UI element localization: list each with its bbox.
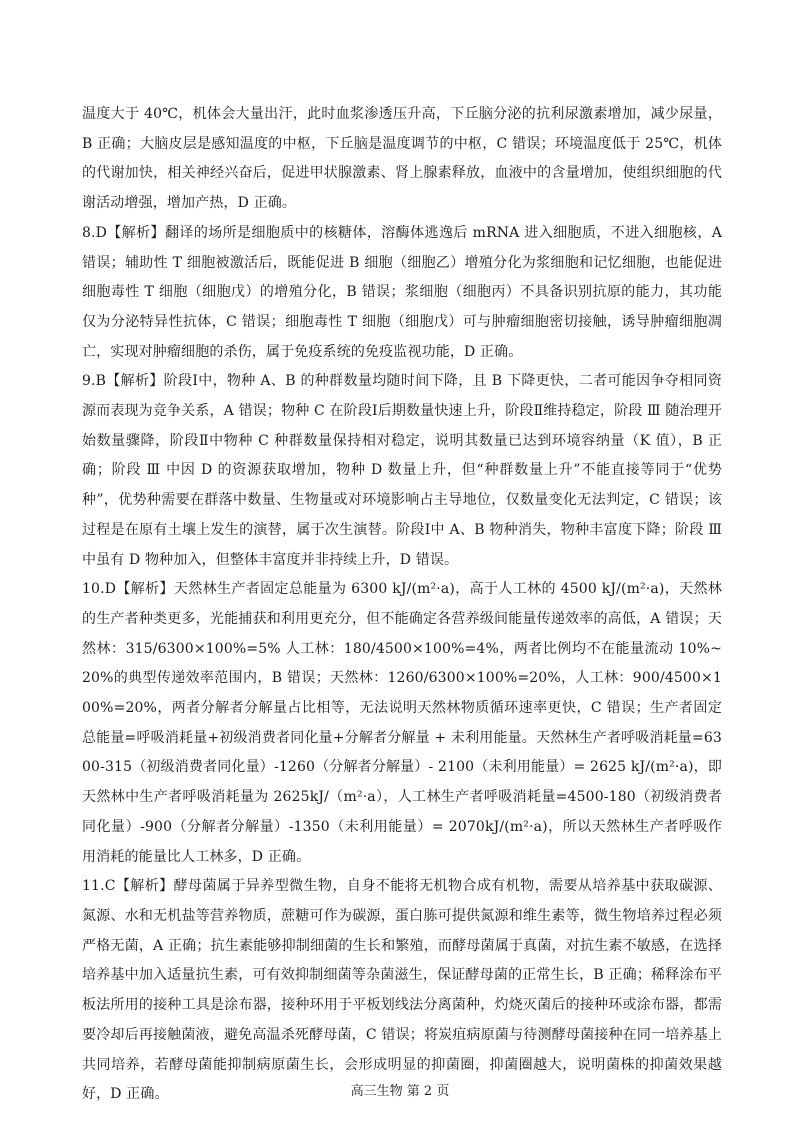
paragraph-q11: 11.C【解析】酵母菌属于异养型微生物，自身不能将无机物合成有机物，需要从培养基中获取碳源、氮源、水和无机盐等营养物质，蔗糖可作为碳源，蛋白胨可提供氮源和维生素等，微生物培养过程必须严格无菌，A 正确；抗生素能够抑制细菌的生长和繁殖，而酵母菌属于真菌，对抗生素不敏感，在选择培养基中加入适量抗生素，可有效抑制细菌等杂菌滋生，保证酵母菌的正常生长，B 正确；稀释涂布平板法所用的接种工具是涂布器，接种环用于平板划线法分离菌种，灼烧灭菌后的接种环或涂布器，都需要冷却后再接触菌液，避免高温杀死酵母菌，C 错误；将炭疽病原菌与待测酵母菌接种在同一培养基上共同培养，若酵母菌能抑制病原菌生长，会形成明显的抑菌圈，抑菌圈越大，说明菌株的抑菌效果越好，D 正确。 — [82, 878, 722, 1103]
paragraph-q10: 10.D【解析】天然林生产者固定总能量为 6300 kJ/(m²·a)，高于人工林的 4500 kJ/(m²·a)，天然林的生产者种类更多，光能捕获和利用更充分，但不能确定各营养级间能量传递效率的高低，A 错误；天然林：315/6300×100%=5% 人工林：180/4500×100%=4%，两者比例均不在能量流动 10%~20%的典型传递效率范围内，B 错误；天然林：1260/6300×100%=20%，人工林：900/4500×100%=20%，两者分解者分解量占比相等，无法说明天然林物质循环速率更快，C 错误；生产者固定总能量=呼吸消耗量+初级消费者同化量+分解者分解量 + 未利用能量。天然林生产者呼吸消耗量=6300-315（初级消费者同化量）-1260（分解者分解量）- 2100（未利用能量）= 2625 kJ/(m²·a)，即天然林中生产者呼吸消耗量为 2625kJ/（m²·a），人工林生产者呼吸消耗量=4500-180（初级消费者同化量）-900（分解者分解量）-1350（未利用能量）= 2070kJ/(m²·a)，所以天然林生产者呼吸作用消耗的能量比人工林多，D 正确。 — [82, 581, 722, 865]
paragraph-q8: 8.D【解析】翻译的场所是细胞质中的核糖体，溶酶体逃逸后 mRNA 进入细胞质，不进入细胞核，A 错误；辅助性 T 细胞被激活后，既能促进 B 细胞（细胞乙）增殖分化为浆细胞和记忆细胞，也能促进细胞毒性 T 细胞（细胞戊）的增殖分化，B 错误；浆细胞（细胞丙）不具备识别抗原的能力，其功能仅为分泌特异性抗体，C 错误；细胞毒性 T 细胞（细胞戊）可与肿瘤细胞密切接触，诱导肿瘤细胞凋亡，实现对肿瘤细胞的杀伤，属于免疫系统的免疫监视功能，D 正确。 — [82, 224, 722, 360]
paragraph-q7-continued: 温度大于 40℃，机体会大量出汗，此时血浆渗透压升高，下丘脑分泌的抗利尿激素增加，减少尿量，B 正确；大脑皮层是感知温度的中枢，下丘脑是温度调节的中枢，C 错误；环境温度低于 25℃，机体的代谢加快，相关神经兴奋后，促进甲状腺激素、肾上腺素释放，血液中的含量增加，使组织细胞的代谢活动增强，增加产热，D 正确。 — [82, 106, 722, 212]
answer-explanations — [82, 100, 722, 1110]
paragraph-q9: 9.B【解析】阶段Ⅰ中，物种 A、B 的种群数量均随时间下降，且 B 下降更快，二者可能因争夺相同资源而表现为竞争关系，A 错误；物种 C 在阶段Ⅰ后期数量快速上升，阶段Ⅱ维持稳定，阶段 Ⅲ 随治理开始数量骤降，阶段Ⅱ中物种 C 种群数量保持相对稳定，说明其数量已达到环境容纳量（K 值），B 正确；阶段 Ⅲ 中因 D 的资源获取增加，物种 D 数量上升，但“种群数量上升”不能直接等同于“优势种”，优势种需要在群落中数量、生物量或对环境影响占主导地位，仅数量变化无法判定，C 错误；该过程是在原有土壤上发生的演替，属于次生演替。阶段Ⅰ中 A、B 物种消失，物种丰富度下降；阶段 Ⅲ 中虽有 D 物种加入，但整体丰富度并非持续上升，D 错误。 — [82, 373, 722, 568]
page-footer: 高三生物 第 2 页 — [350, 1084, 450, 1099]
